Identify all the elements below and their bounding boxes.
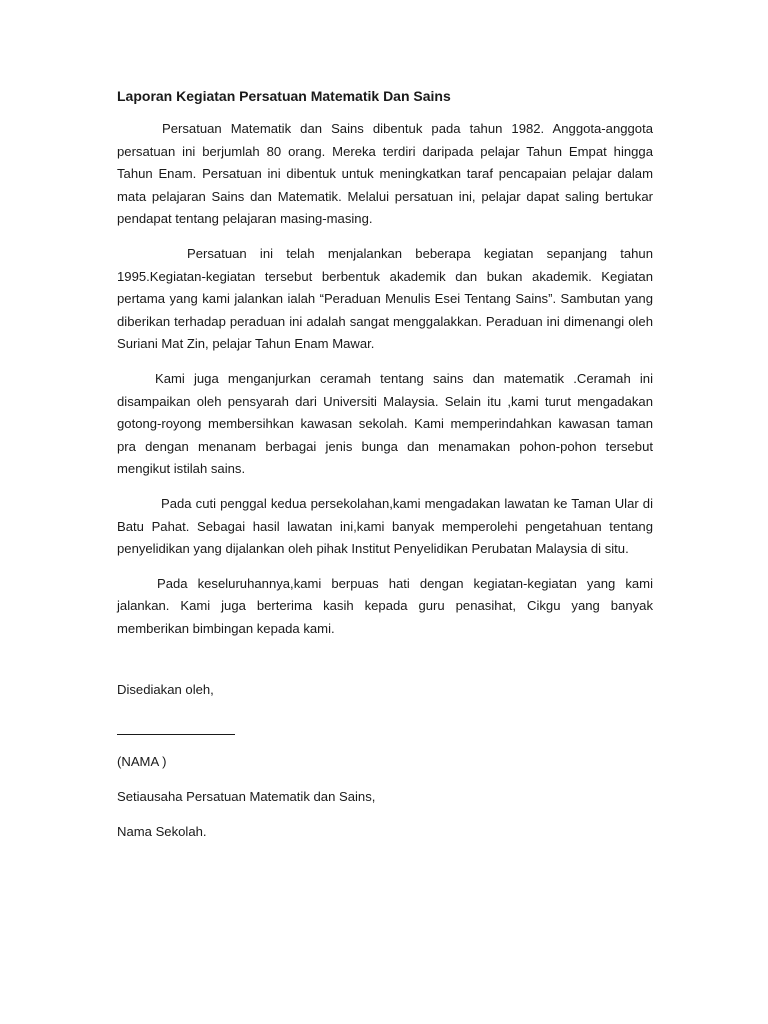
document-title: Laporan Kegiatan Persatuan Matematik Dan Sains bbox=[117, 88, 451, 104]
paragraph-conclusion: Pada keseluruhannya,kami berpuas hati dengan kegiatan-kegiatan yang kami jalankan. Kami juga berterima kasih kepada guru penasihat, Cikgu yang banyak memberikan bimbingan kepada kami. bbox=[117, 575, 653, 636]
school-name: Nama Sekolah. bbox=[117, 824, 207, 840]
document-page bbox=[117, 86, 653, 842]
paragraph-talks: Kami juga menganjurkan ceramah tentang sains dan matematik .Ceramah ini disampaikan oleh pensyarah dari Universiti Malaysia. Selain itu ,kami turut mengadakan gotong-royong membersihkan kawasan sekolah. Kami memperindahkan kawasan taman pra dengan menanam berbagai jenis bunga dan menamakan pohon-pohon tersebut mengikut istilah sains. bbox=[117, 370, 653, 477]
name-placeholder: (NAMA ) bbox=[117, 754, 167, 770]
paragraph-visit: Pada cuti penggal kedua persekolahan,kami mengadakan lawatan ke Taman Ular di Batu Pahat. Sebagai hasil lawatan ini,kami banyak memperolehi pengetahuan tentang penyelidikan yang dijalankan oleh pihak Institut Penyelidikan Perubatan Malaysia di situ. bbox=[117, 495, 653, 557]
paragraph-introduction: Persatuan Matematik dan Sains dibentuk pada tahun 1982. Anggota-anggota persatuan ini berjumlah 80 orang. Mereka terdiri daripada pelajar Tahun Empat hingga Tahun Enam. Persatuan ini dibentuk untuk meningkatkan taraf pencapaian pelajar dalam mata pelajaran Sains dan Matematik. Melalui persatuan ini, pelajar dapat saling bertukar pendapat tentang pelajaran masing-masing. bbox=[117, 121, 653, 227]
paragraph-activities: Persatuan ini telah menjalankan beberapa kegiatan sepanjang tahun 1995.Kegiatan-kegiatan tersebut berbentuk akademik dan bukan akademik. Kegiatan pertama yang kami jalankan ialah “Peraduan Menulis Esei Tentang Sains”. Sambutan yang diberikan terhadap peraduan ini adalah sangat menggalakkan. Peraduan ini dimenangi oleh Suriani Mat Zin, pelajar Tahun Enam Mawar. bbox=[117, 245, 653, 352]
secretary-position: Setiausaha Persatuan Matematik dan Sains, bbox=[117, 789, 376, 805]
prepared-by-label: Disediakan oleh, bbox=[117, 682, 214, 698]
signature-line bbox=[117, 720, 235, 735]
